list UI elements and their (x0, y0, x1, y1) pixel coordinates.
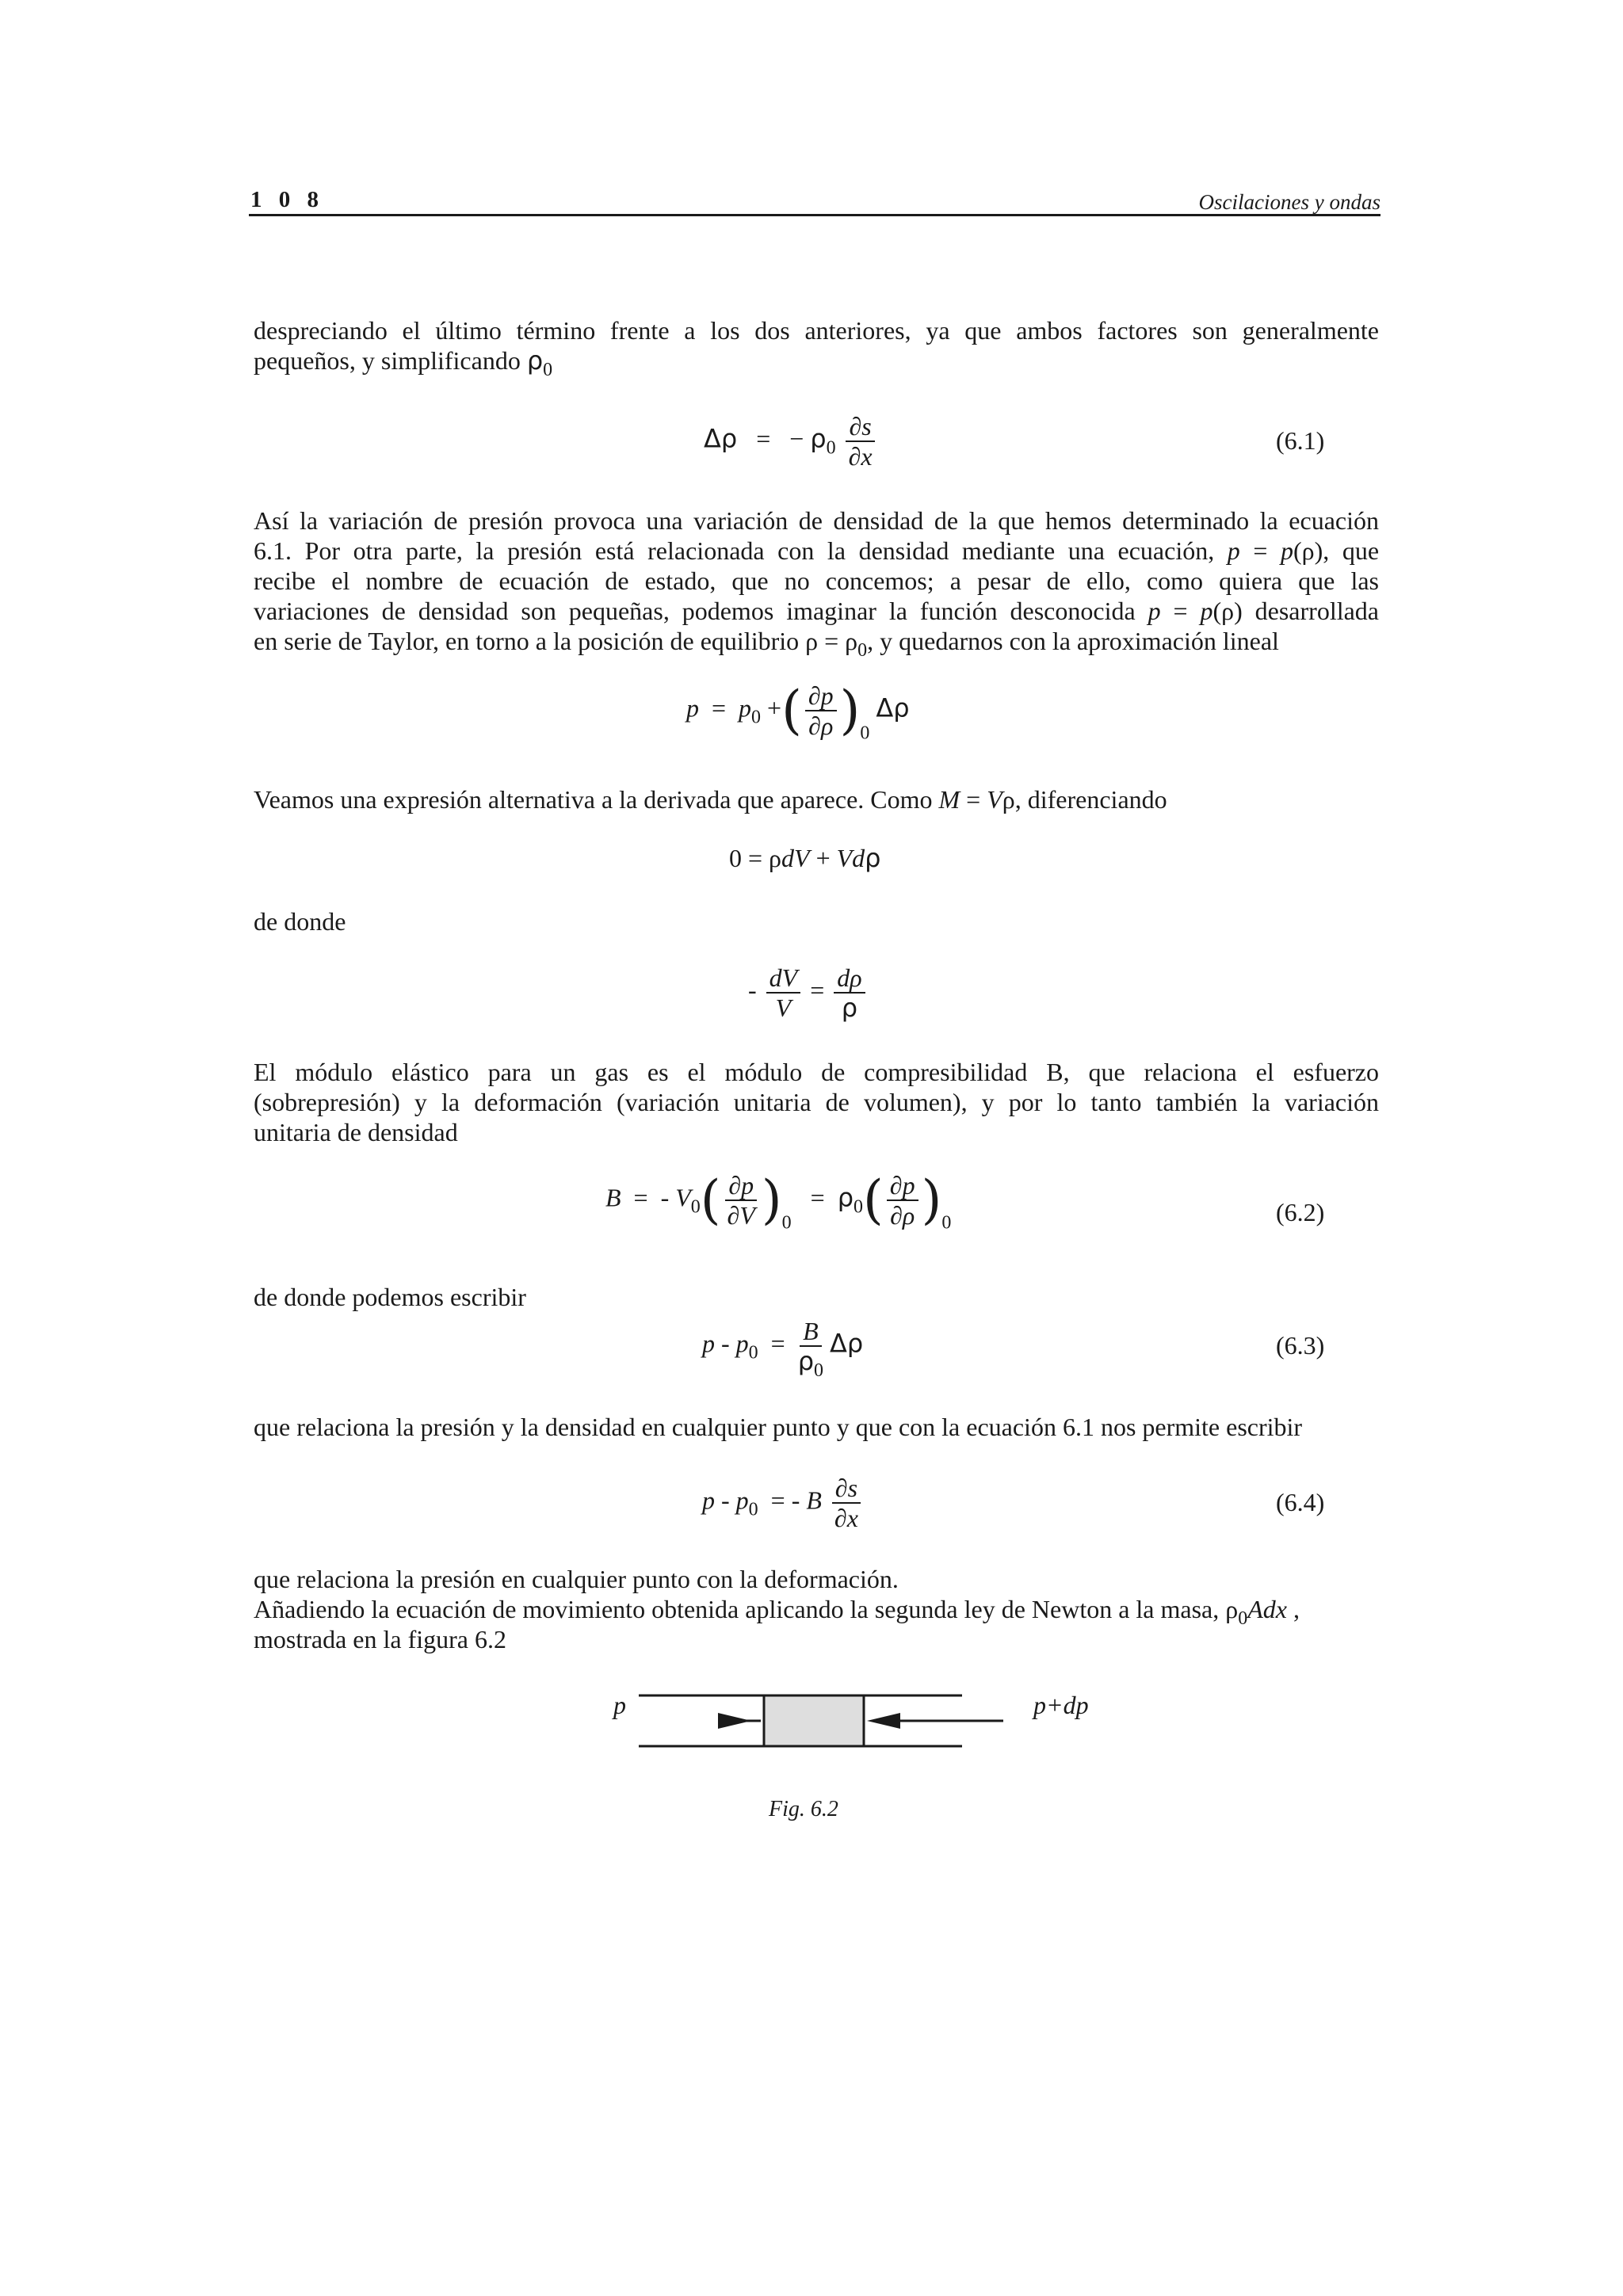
equation-number-6-2: (6.2) (1276, 1198, 1325, 1226)
fluid-element (764, 1695, 864, 1746)
rho-symbol: ρ (526, 345, 544, 376)
var-p0: p (735, 1486, 749, 1515)
numerator: B (800, 1317, 822, 1347)
subscript: 0 (826, 437, 836, 459)
equals-sign: = (756, 424, 771, 453)
subscript: 0 (748, 1499, 758, 1520)
var-p: p (702, 1329, 715, 1358)
paragraph-5-line-3: unitaria de densidad (254, 1118, 458, 1146)
fraction-dV-V (766, 963, 801, 1022)
var-Adx: Adx (1247, 1595, 1287, 1623)
right-paren: ) (761, 1169, 782, 1230)
text: (ρ), que (1293, 536, 1380, 565)
equation-6-3 (702, 1317, 864, 1381)
paragraph-2 (254, 505, 1380, 661)
numerator: ∂p (887, 1171, 918, 1201)
minus-sign: - (791, 1486, 800, 1515)
numerator: ∂p (805, 681, 837, 711)
subscript: 0 (857, 640, 868, 661)
paragraph-2-line-4 (254, 596, 1379, 626)
text: Añadiendo la ecuación de movimiento obtenida aplicando la segunda ley de Newton a la masa, ρ (254, 1595, 1239, 1623)
subscript: 0 (781, 1212, 792, 1234)
fraction-dp-drho (805, 681, 837, 740)
text: = (1239, 536, 1281, 565)
minus-sign: - (721, 1486, 730, 1515)
paragraph-6: de donde podemos escribir (254, 1283, 526, 1311)
denominator: ∂x (834, 1504, 858, 1532)
paragraph-5-line-1: El módulo elástico para un gas es el módulo de compresibilidad B, que relaciona el esfuerzo (254, 1058, 1379, 1086)
text: ρ, diferenciando (1002, 785, 1167, 814)
paragraph-2-line-5 (254, 626, 1379, 661)
equation-ratio (748, 963, 869, 1022)
equation-taylor (686, 680, 910, 744)
left-arrow-head (718, 1713, 751, 1729)
var-dV: dV (781, 844, 810, 872)
text: = (960, 785, 987, 814)
denominator: ∂x (848, 442, 873, 471)
paragraph-5 (254, 1057, 1379, 1147)
paragraph-5-line-2: (sobrepresión) y la deformación (variación unitaria de volumen), y por lo tanto también la variación (254, 1088, 1379, 1116)
figure-label-p: p (613, 1691, 626, 1719)
text: pequeños, y simplificando (254, 346, 527, 375)
text: , (1286, 1595, 1300, 1623)
left-paren: ( (781, 680, 802, 741)
text: , y quedarnos con la aproximación lineal (867, 627, 1279, 655)
fraction-ds-dx (846, 412, 876, 471)
paragraph-8 (254, 1564, 1379, 1654)
var-V: V (675, 1183, 691, 1212)
right-paren: ) (921, 1169, 942, 1230)
var-V: V (987, 785, 1002, 814)
rho-symbol: ρ (837, 1182, 854, 1213)
equals-sign: = (810, 975, 825, 1005)
text: Veamos una expresión alternativa a la derivada que aparece. Como (254, 785, 939, 814)
var-p: p (1280, 536, 1293, 565)
paragraph-1-line-2 (254, 345, 1379, 380)
running-title: Oscilaciones y ondas (1198, 190, 1381, 214)
right-paren: ) (839, 680, 861, 741)
var-p: p (1200, 597, 1213, 625)
equals-sign: = (770, 1486, 785, 1515)
delta-rho: Δρ (830, 1328, 864, 1359)
fraction-dp-dV (724, 1171, 758, 1230)
subscript: 0 (941, 1212, 952, 1234)
figure-6-2-diagram (626, 1688, 1022, 1759)
text: 0 = ρ (729, 844, 782, 872)
figure-label-p-plus-dp: p+dp (1033, 1691, 1089, 1719)
paragraph-3-line (254, 784, 1379, 814)
equation-differential (729, 843, 880, 873)
var-B: B (605, 1183, 621, 1212)
equation-number-6-1: (6.1) (1276, 426, 1325, 455)
numerator: dρ (834, 963, 865, 994)
paragraph-8-line-2 (254, 1594, 1379, 1629)
plus-sign: + (809, 844, 837, 872)
figure-caption: Fig. 6.2 (769, 1797, 838, 1821)
paragraph-8-line-1: que relaciona la presión en cualquier punto con la deformación. (254, 1565, 899, 1593)
rho-symbol: ρ (810, 423, 827, 454)
equation-number-6-3: (6.3) (1276, 1331, 1325, 1360)
var-Vd: Vd (836, 844, 865, 872)
plus-sign: + (767, 693, 782, 723)
equation-number-6-4: (6.4) (1276, 1488, 1325, 1516)
equals-sign: = (712, 693, 727, 723)
right-arrow-head (867, 1713, 900, 1729)
var-p: p (1227, 536, 1240, 565)
equals-sign: = (770, 1329, 785, 1358)
denominator: ∂V (727, 1201, 755, 1230)
var-p0: p (739, 693, 752, 723)
subscript: 0 (1238, 1608, 1248, 1629)
fraction-dp-drho (887, 1171, 918, 1230)
var-p: p (702, 1486, 715, 1515)
minus-sign: - (660, 1183, 670, 1212)
denominator: ∂ρ (808, 711, 834, 740)
minus-sign: − (789, 424, 804, 453)
fraction-drho-rho (834, 963, 865, 1022)
paragraph-4: de donde (254, 907, 346, 936)
text: en serie de Taylor, en torno a la posición de equilibrio ρ = ρ (254, 627, 858, 655)
text: variaciones de densidad son pequeñas, podemos imaginar la función desconocida (254, 597, 1148, 625)
rho-symbol: ρ (865, 843, 881, 873)
equals-sign: = (810, 1183, 825, 1212)
paragraph-1 (254, 315, 1379, 380)
delta-rho: Δρ (704, 423, 738, 454)
left-paren: ( (863, 1169, 884, 1230)
numerator: ∂s (832, 1474, 861, 1504)
subscript: 0 (854, 1196, 864, 1218)
paragraph-1-line-1: despreciando el último término frente a los dos anteriores, ya que ambos factores son generalmente (254, 316, 1379, 345)
paragraph-2-line-3: recibe el nombre de ecuación de estado, que no concemos; a pesar de ello, como quiera que las (254, 566, 1379, 595)
subscript: 0 (814, 1360, 824, 1381)
minus-sign: - (748, 975, 757, 1005)
fraction-B-rho0 (795, 1317, 827, 1381)
subscript: 0 (860, 723, 870, 744)
delta-rho: Δρ (876, 692, 910, 723)
denominator (795, 1346, 827, 1381)
var-B: B (806, 1486, 822, 1515)
var-p: p (1148, 597, 1161, 625)
rho-symbol: ρ (797, 1346, 815, 1376)
text: 6.1. Por otra parte, la presión está relacionada con la densidad mediante una ecuación, (254, 536, 1228, 565)
header-rule (249, 214, 1381, 216)
denominator: V (775, 994, 792, 1022)
paragraph-7: que relaciona la presión y la densidad en cualquier punto y que con la ecuación 6.1 nos permite escribir (254, 1413, 1303, 1441)
subscript: 0 (690, 1196, 701, 1218)
var-M: M (938, 785, 960, 814)
text: (ρ) desarrollada (1212, 597, 1380, 625)
left-paren: ( (700, 1169, 721, 1230)
subscript: 0 (751, 707, 762, 728)
numerator: ∂p (725, 1171, 757, 1201)
text: = (1160, 597, 1201, 625)
page-number: 1 0 8 (250, 187, 324, 212)
paragraph-2-line-2 (254, 536, 1379, 566)
subscript: 0 (543, 360, 553, 380)
equation-6-2 (605, 1169, 952, 1234)
paragraph-3 (254, 784, 1379, 814)
equals-sign: = (633, 1183, 648, 1212)
denominator: ρ (841, 993, 858, 1023)
numerator: dV (766, 963, 801, 994)
paragraph-2-line-1: Así la variación de presión provoca una variación de densidad de la que hemos determinado la ecuación (254, 506, 1379, 535)
equation-6-1 (704, 412, 879, 471)
var-p: p (686, 693, 699, 723)
minus-sign: - (721, 1329, 730, 1358)
subscript: 0 (748, 1342, 758, 1363)
equation-6-4 (702, 1474, 865, 1532)
numerator: ∂s (846, 412, 874, 442)
var-p0: p (735, 1329, 749, 1358)
fraction-ds-dx (831, 1474, 861, 1532)
paragraph-8-line-3: mostrada en la figura 6.2 (254, 1625, 506, 1653)
denominator: ∂ρ (890, 1201, 915, 1230)
